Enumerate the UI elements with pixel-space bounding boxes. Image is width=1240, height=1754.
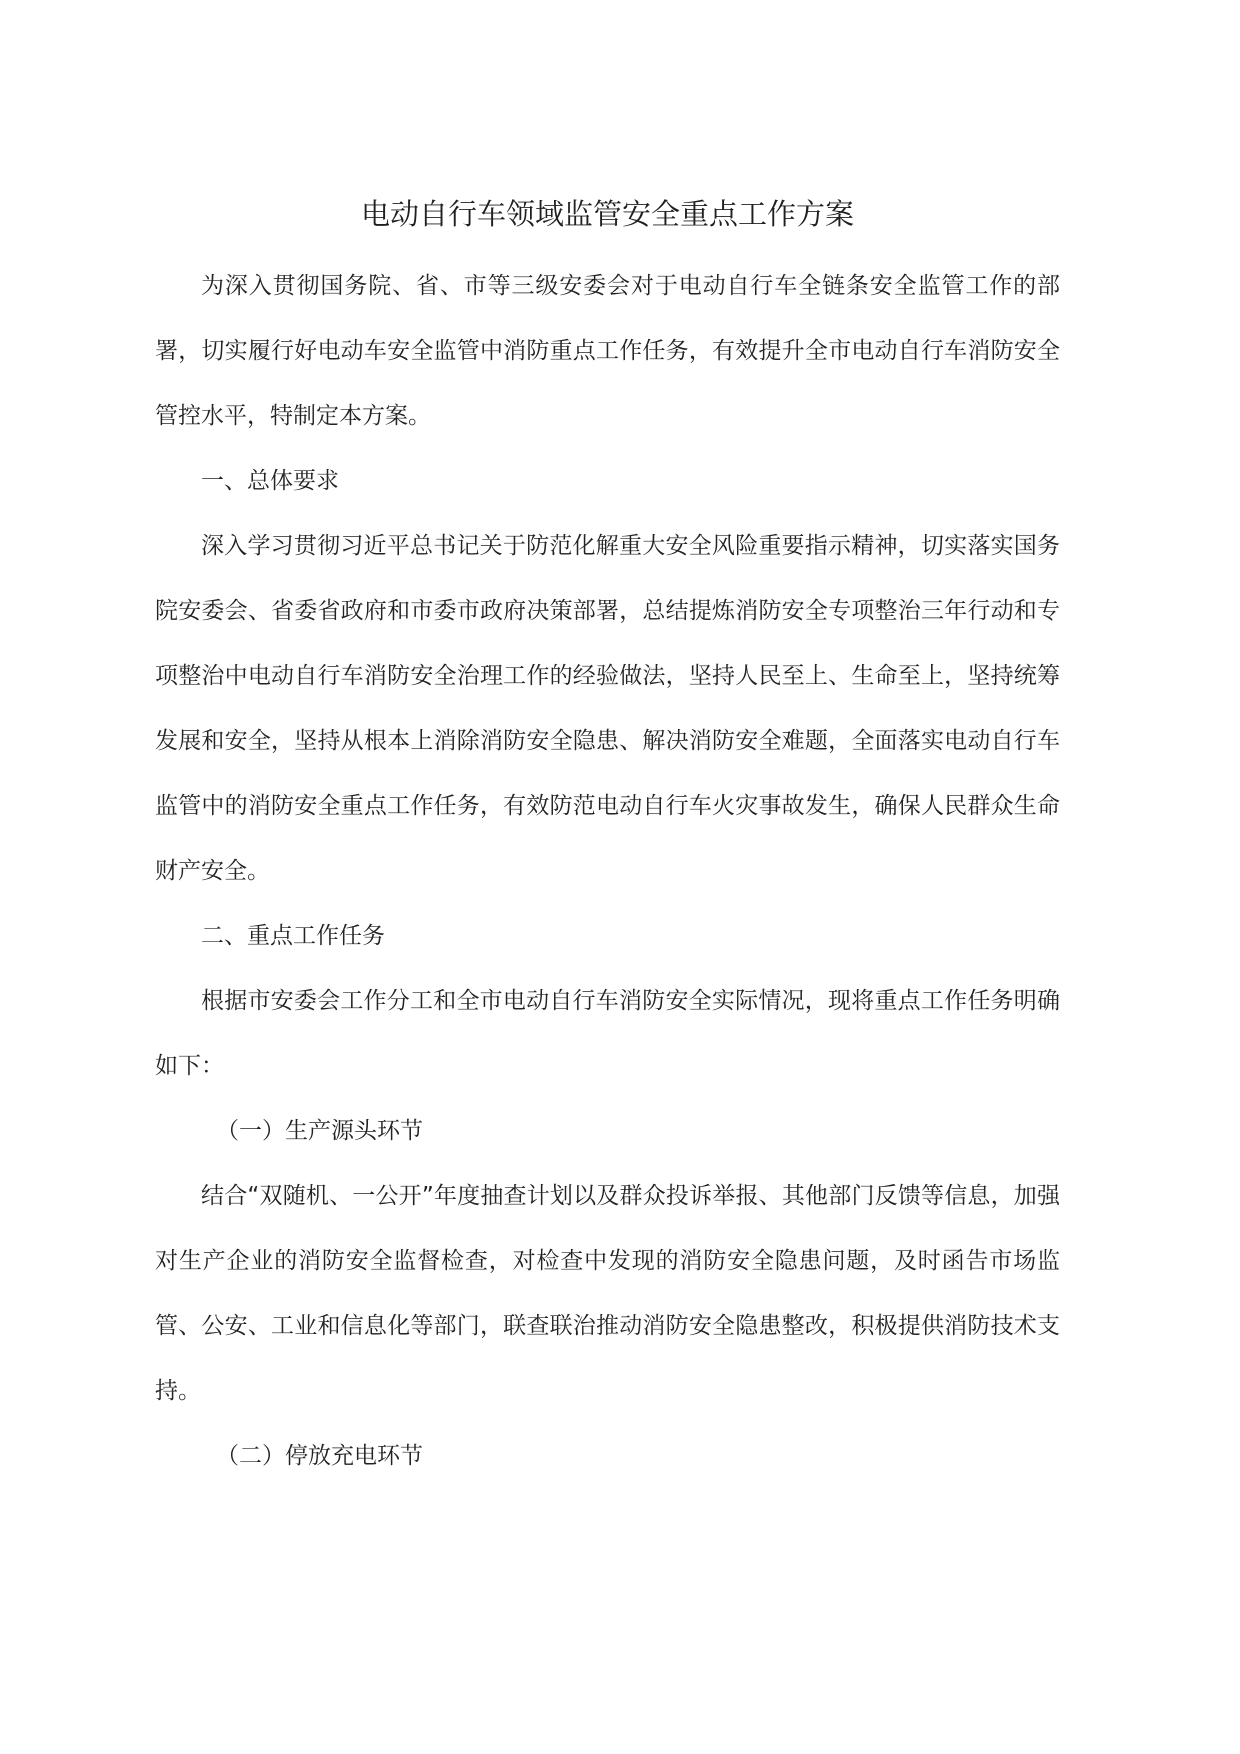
document-title: 电动自行车领域监管安全重点工作方案 <box>360 197 854 231</box>
section-1-heading: 一、总体要求 <box>201 468 339 494</box>
section-2-heading: 二、重点工作任务 <box>201 923 385 949</box>
section-1-paragraph: 深入学习贯彻习近平总书记关于防范化解重大安全风险重要指示精神，切实落实国务院安委会、省委省政府和市委市政府决策部署，总结提炼消防安全专项整治三年行动和专项整治中电动自行车消防安全治理工作的经验做法，坚持人民至上、生命至上，坚持统筹发展和安全，坚持从根本上消除消防安全隐患、解决消防安全难题，全面落实电动自行车监管中的消防安全重点工作任务，有效防范电动自行车火灾事故发生，确保人民群众生命财产安全。 <box>155 533 1060 884</box>
subsection-2-heading: （二）停放充电环节 <box>216 1443 423 1469</box>
subsection-1-heading: （一）生产源头环节 <box>216 1118 423 1144</box>
subsection-1-paragraph: 结合“双随机、一公开”年度抽查计划以及群众投诉举报、其他部门反馈等信息，加强对生产企业的消防安全监督检查，对检查中发现的消防安全隐患问题，及时函告市场监管、公安、工业和信息化等部门，联查联治推动消防安全隐患整改，积极提供消防技术支持。 <box>155 1183 1060 1404</box>
document-body <box>155 188 1060 1489</box>
intro-paragraph: 为深入贯彻国务院、省、市等三级安委会对于电动自行车全链条安全监管工作的部署，切实履行好电动车安全监管中消防重点工作任务，有效提升全市电动自行车消防安全管控水平，特制定本方案。 <box>155 273 1060 429</box>
section-2-paragraph: 根据市安委会工作分工和全市电动自行车消防安全实际情况，现将重点工作任务明确如下： <box>155 988 1060 1079</box>
